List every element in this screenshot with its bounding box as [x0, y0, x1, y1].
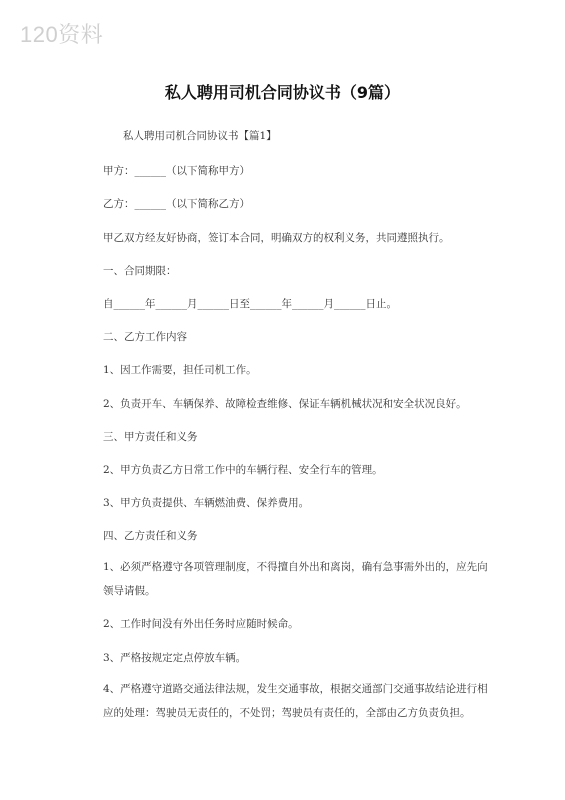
party-b-duty-1: 1、必须严格遵守各项管理制度，不得擅自外出和离岗，确有急事需外出的，应先向领导请假。 — [103, 561, 488, 597]
party-a-duty-3: 3、甲方负责提供、车辆燃油费、保养费用。 — [103, 497, 310, 509]
watermark-logo: 120资料 — [20, 22, 104, 47]
work-item-1: 1、因工作需要，担任司机工作。 — [103, 364, 257, 376]
contract-term-dates: 自______年______月______日至______年______月______日止。 — [103, 298, 397, 310]
heading-party-b-duties: 四、乙方责任和义务 — [103, 530, 198, 542]
party-b-duty-3: 3、严格按规定定点停放车辆。 — [103, 652, 247, 664]
work-item-2: 2、负责开车、车辆保养、故障检查维修、保证车辆机械状况和安全状况良好。 — [103, 398, 467, 410]
intro-paragraph: 甲乙双方经友好协商，签订本合同，明确双方的权利义务，共同遵照执行。 — [103, 232, 450, 244]
party-a-duty-2: 2、甲方负责乙方日常工作中的车辆行程、安全行车的管理。 — [103, 464, 383, 476]
party-b-duty-4: 4、严格遵守道路交通法律法规，发生交通事故，根据交通部门交通事故结论进行相应的处理：驾驶员无责任的，不处罚；驾驶员有责任的，全部由乙方负责负担。 — [103, 683, 488, 719]
heading-party-a-duties: 三、甲方责任和义务 — [103, 431, 198, 443]
party-b-line: 乙方：______（以下简称乙方） — [103, 198, 250, 210]
party-b-duty-2: 2、工作时间没有外出任务时应随时候命。 — [103, 618, 299, 630]
party-a-line: 甲方：______（以下简称甲方） — [103, 165, 250, 177]
section-subtitle: 私人聘用司机合同协议书【篇1】 — [123, 130, 277, 142]
heading-contract-term: 一、合同期限： — [103, 265, 177, 277]
heading-party-b-work: 二、乙方工作内容 — [103, 331, 187, 343]
document-title: 私人聘用司机合同协议书（9篇） — [164, 83, 401, 102]
